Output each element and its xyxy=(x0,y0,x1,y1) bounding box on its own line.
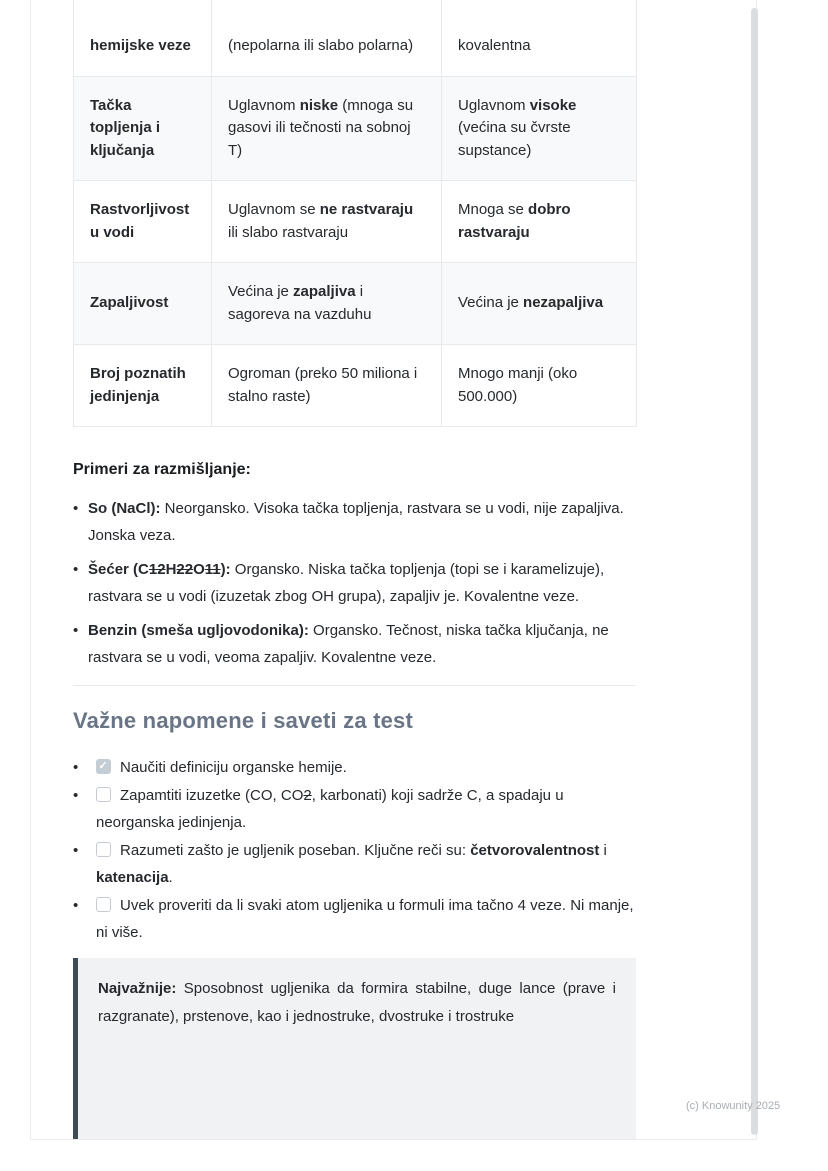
text-segment: 12 xyxy=(148,561,166,578)
organic-cell xyxy=(212,76,442,181)
example-item xyxy=(73,495,636,549)
table-row xyxy=(74,263,637,345)
text-segment: (većina su čvrste supstance) xyxy=(458,119,571,159)
text-segment: Najvažnije: xyxy=(98,980,177,997)
text-segment: visoke xyxy=(529,96,577,114)
text-segment: Uglavnom xyxy=(458,96,530,114)
examples-heading: Primeri za razmišljanje: xyxy=(73,461,251,478)
example-item xyxy=(73,617,636,671)
checkbox-checked[interactable] xyxy=(96,759,111,774)
organic-cell xyxy=(212,345,442,427)
inorganic-cell xyxy=(442,76,637,181)
organic-cell xyxy=(212,263,442,345)
checklist-item xyxy=(73,837,636,891)
document-content xyxy=(73,0,636,1140)
text-segment: i sagoreva na vazduhu xyxy=(228,283,372,323)
callout-najvaznije xyxy=(73,958,636,1140)
text-segment: Uglavnom xyxy=(228,96,300,114)
text-segment: ): xyxy=(220,561,231,578)
checklist-item xyxy=(73,892,636,946)
text-segment: Organsko. Tečnost, niska tačka ključanja, ne rastvara se u vodi, veoma zapaljiv. Kovalentne veze. xyxy=(88,622,609,666)
text-segment: katenacija xyxy=(96,869,169,886)
examples-list xyxy=(73,495,636,671)
text-segment: Benzin (smeša ugljovodonika): xyxy=(88,622,309,639)
row-label-cell: Tačka topljenja i ključanja xyxy=(74,76,212,181)
text-segment: So (NaCl): xyxy=(88,500,161,517)
inorganic-cell xyxy=(442,0,637,76)
checklist-item xyxy=(73,754,636,781)
row-label-cell: Rastvorljivost u vodi xyxy=(74,181,212,263)
text-segment: Zapamtiti izuzetke (CO, CO xyxy=(120,787,304,804)
text-segment: Naučiti definiciju organske hemije. xyxy=(120,759,347,776)
inorganic-cell xyxy=(442,345,637,427)
notes-heading: Važne napomene i saveti za test xyxy=(73,708,414,733)
checkbox-unchecked[interactable] xyxy=(96,897,111,912)
text-segment: Ogroman (preko 50 miliona i stalno raste) xyxy=(228,365,418,405)
text-segment: O xyxy=(193,561,205,578)
text-segment: Uvek proveriti da li svaki atom ugljenika u formuli ima tačno 4 veze. Ni manje, ni više. xyxy=(96,897,634,941)
text-segment: i xyxy=(599,842,607,859)
checkbox-unchecked[interactable] xyxy=(96,842,111,857)
table-row xyxy=(74,181,637,263)
table-row xyxy=(74,0,637,76)
text-segment: 11 xyxy=(204,561,221,578)
text-segment: Uglavnom se xyxy=(228,201,320,218)
organic-cell xyxy=(212,181,442,263)
inorganic-cell xyxy=(442,263,637,345)
checklist-item xyxy=(73,782,636,836)
text-segment: niske xyxy=(299,96,339,114)
text-segment: Većina je xyxy=(458,294,524,312)
row-label-cell: Broj poznatih jedinjenja xyxy=(74,345,212,427)
text-segment: H xyxy=(165,561,177,578)
checkbox-unchecked[interactable] xyxy=(96,787,111,802)
comparison-table xyxy=(73,0,637,427)
inorganic-cell xyxy=(442,181,637,263)
row-label-cell: hemijske veze xyxy=(74,0,212,76)
organic-cell xyxy=(212,0,442,76)
callout-text xyxy=(98,980,616,1025)
text-segment: , karbonati) koji sadrže C, a spadaju u neorganska jedinjenja. xyxy=(96,787,564,831)
test-tips-checklist xyxy=(73,754,636,946)
text-segment: Neorgansko. Visoka tačka topljenja, rastvara se u vodi, nije zapaljiva. Jonska veza. xyxy=(88,500,624,544)
watermark: (c) Knowunity 2025 xyxy=(686,1100,781,1112)
row-label-cell: Zapaljivost xyxy=(74,263,212,345)
text-segment: 2 xyxy=(303,787,312,804)
table-row xyxy=(74,76,637,181)
text-segment: Šećer (C xyxy=(88,561,149,578)
comparison-table-body xyxy=(74,0,637,427)
text-segment: dobro rastvaraju xyxy=(458,201,571,241)
text-segment: (nepolarna ili slabo polarna) xyxy=(228,37,414,54)
text-segment: nezapaljiva xyxy=(523,294,604,312)
text-segment: Organsko. Niska tačka topljenja (topi se i karamelizuje), rastvara se u vodi (izuzetak zbog OH grupa), zapaljiv je. Kovalentne veze. xyxy=(88,561,605,605)
table-row xyxy=(74,345,637,427)
scrollbar-thumb[interactable] xyxy=(751,8,758,1135)
text-segment: Mnoga se xyxy=(458,201,529,218)
text-segment: . xyxy=(168,869,173,886)
document-page xyxy=(30,0,757,1140)
text-segment: Razumeti zašto je ugljenik poseban. Ključne reči su: xyxy=(120,842,471,859)
section-divider xyxy=(73,685,636,686)
text-segment: kovalentna xyxy=(458,37,531,54)
example-item xyxy=(73,556,636,610)
text-segment: (mnoga su gasovi ili tečnosti na sobnoj T) xyxy=(228,96,414,159)
text-segment: Sposobnost ugljenika da formira stabilne, duge lance (prave i razgranate), prstenove, kao i jednostruke, dvostruke i trostruke xyxy=(98,980,616,1025)
text-segment: Većina je xyxy=(228,283,294,300)
text-segment: 22 xyxy=(176,561,194,578)
text-segment: četvorovalentnost xyxy=(470,842,600,859)
text-segment: Mnogo manji (oko 500.000) xyxy=(458,365,578,405)
text-segment: ne rastvaraju xyxy=(319,201,414,218)
text-segment: zapaljiva xyxy=(293,283,356,300)
text-segment: ili slabo rastvaraju xyxy=(228,223,349,241)
